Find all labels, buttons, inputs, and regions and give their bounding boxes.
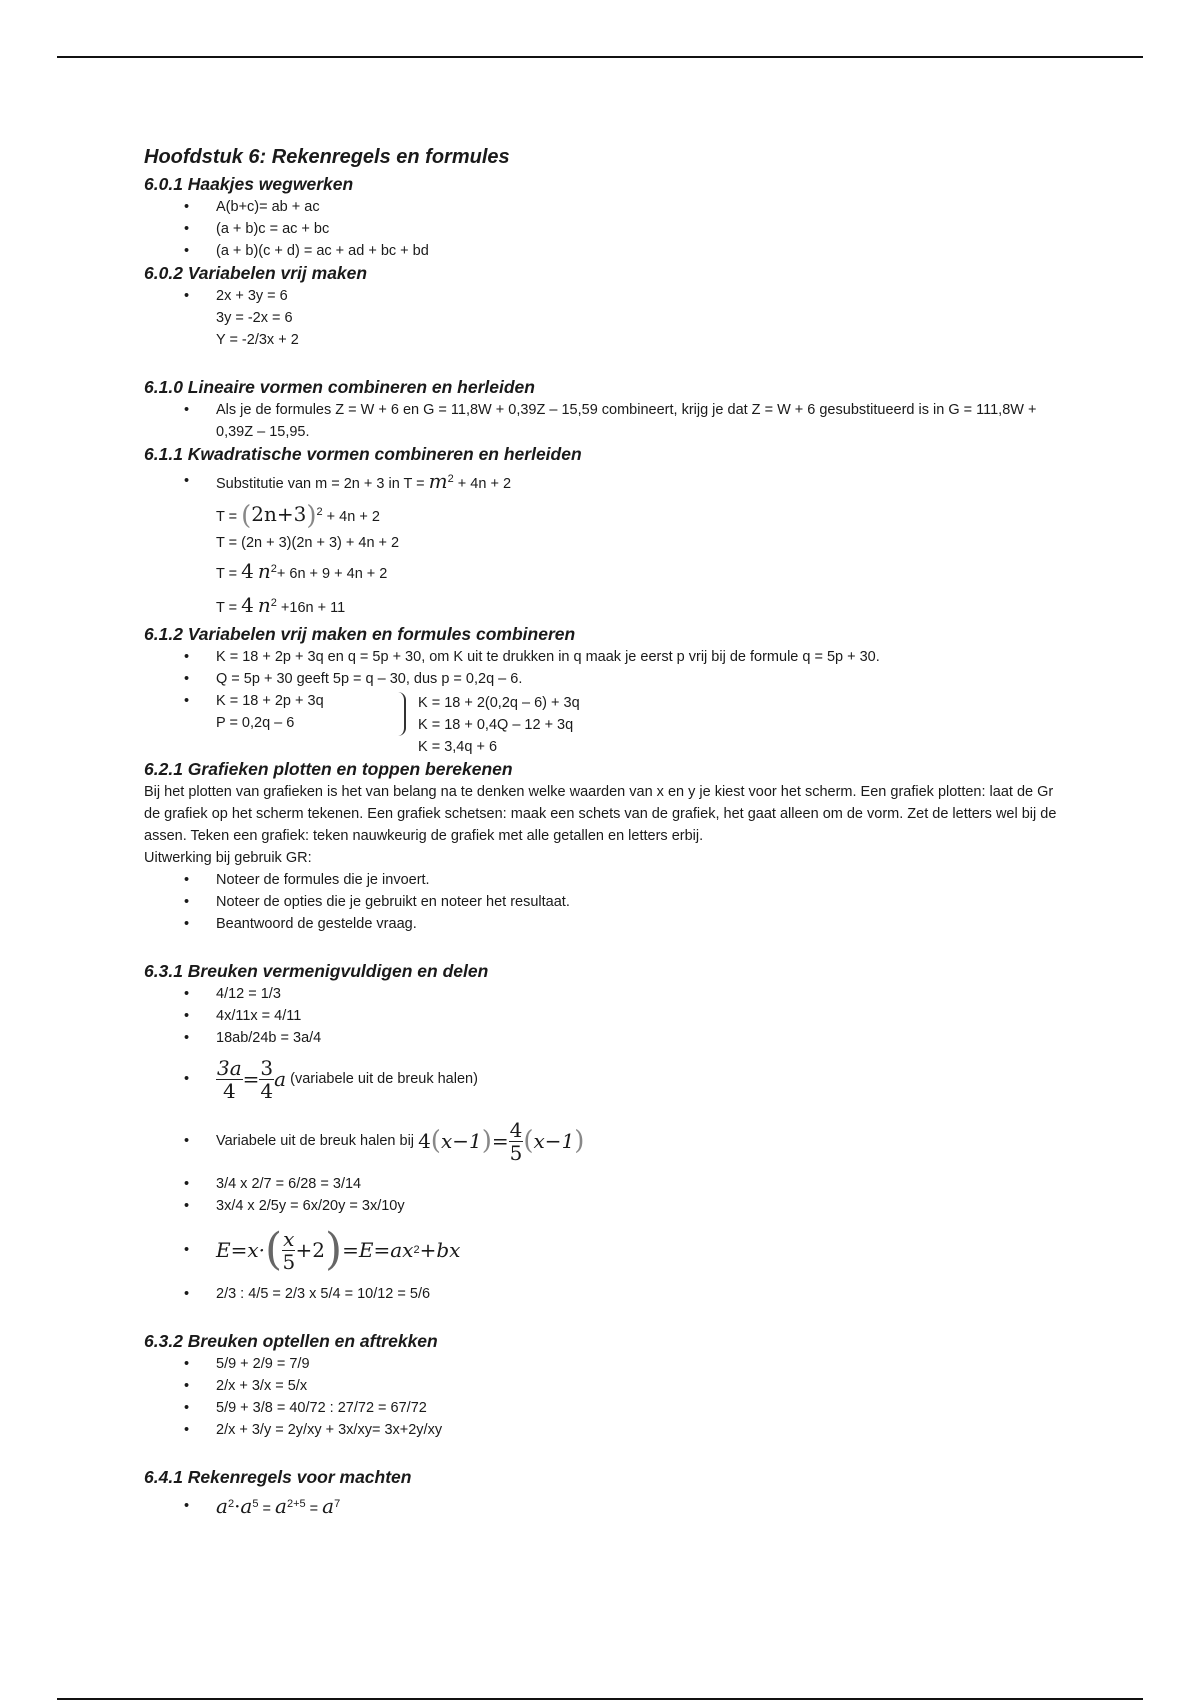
list-item: • 4x/11x = 4/11 [184,1008,302,1025]
system-right: K = 18 + 2(0,2q – 6) + 3q K = 18 + 0,4Q – 12 + 3q K = 3,4q + 6 [418,695,580,756]
equation-line: $T = (2n+3)^2 + 4n + 2$ [216,500,380,531]
list-6-0-2 [144,285,1064,307]
list-item: • 2/x + 3/x = 5/x [184,1378,308,1395]
equation-line: Y = -2/3x + 2 [216,332,299,348]
paragraph: Bij het plotten van grafieken is het van belang na te denken welke waarden van x en y je kiest voor het scherm. Een grafiek plotten: laat de Gr de grafiek op het scherm tekenen. Een grafiek schetsen: maak een schets van de grafiek, het gaat alleen om de vorm. Zet de letters wel bij de assen. Teken een grafiek: teken nauwkeurig de grafiek met alle getallen en letters erbij. [144,784,1057,845]
list-item: • Noteer de formules die je invoert. [184,872,430,889]
list-item: • K = 18 + 2p + 3q en q = 5p + 30, om K uit te drukken in q maak je eerst p vrij bij de formule q = 5p + 30. [184,649,880,666]
heading-6-3-2: 6.3.2 Breuken optellen en aftrekken [144,1331,438,1352]
heading-6-0-1: 6.0.1 Haakjes wegwerken [144,174,354,194]
system-left: K = 18 + 2p + 3q P = 0,2q – 6 [216,693,324,732]
list-item: • Noteer de opties die je gebruikt en noteer het resultaat. [184,894,570,911]
list-6-3-1 [144,983,1064,1305]
equation-line: T = (2n + 3)(2n + 3) + 4n + 2 [216,534,400,551]
list-item: • $\frac{3a}{4}$ = $\frac{3}{4}$ a (variabele uit de breuk halen) [184,1055,478,1103]
list-item: • 18ab/24b = 3a/4 [184,1030,322,1047]
list-6-3-2 [144,1353,1064,1441]
list-item: • 2/x + 3/y = 2y/xy + 3x/xy= 3x+2y/xy [184,1422,443,1439]
paragraph-intro: Uitwerking bij gebruik GR: [144,850,312,867]
list-item: • Als je de formules Z = W + 6 en G = 11,8W + 0,39Z – 15,59 combineert, krijg je dat Z = W + 6 gesubstitueerd is in G = 111,8W + 0,39Z – 15,95. [184,402,1037,440]
list-item: • $a^2\cdot a^5 = a^{2+5} = a^7$ [184,1494,341,1519]
fraction: $\frac{3a}{4}$ [217,1055,242,1103]
list-6-2-1 [144,869,1064,935]
heading-6-4-1: 6.4.1 Rekenregels voor machten [144,1467,412,1488]
list-item: • 2x + 3y = 6 [184,288,288,304]
heading-6-2-1: 6.2.1 Grafieken plotten en toppen berekenen [144,759,513,780]
heading-6-1-0: 6.1.0 Lineaire vormen combineren en herleiden [144,377,535,397]
document-body [144,144,1064,1524]
substitution-block [216,690,1064,758]
equation-line: T = 4 $n^2 +16n + 11$ [216,593,346,618]
list-item: • 4/12 = 1/3 [184,986,281,1003]
list-item: • K = 18 + 2p + 3q P = 0,2q – 6 K = 18 + 2(0,2q – 6) + 3q K = 18 + 0,4Q – 12 + 3q K = 3,4q + 6 [144,690,1064,758]
list-6-1-2 [144,646,1064,758]
heading-6-0-2: 6.0.2 Variabelen vrij maken [144,263,368,283]
equation-line: 3y = -2x = 6 [216,310,293,326]
list-6-0-1 [144,196,1064,262]
list-item: • Beantwoord de gestelde vraag. [184,916,417,933]
list-item: • 5/9 + 3/8 = 40/72 : 27/72 = 67/72 [184,1400,427,1417]
list-6-1-1 [144,466,1064,497]
page-title: Hoofdstuk 6: Rekenregels en formules [144,146,510,168]
list-item: • Q = 5p + 30 geeft 5p = q – 30, dus p = 0,2q – 6. [184,671,523,688]
fraction: $\frac{x}{5}$ [282,1226,296,1274]
fraction: $\frac{3}{4}$ [260,1055,274,1103]
list-item: • Substitutie van m = 2n + 3 in $T = m^2 + 4n + 2$ [184,468,512,493]
list-item: • (a + b)c = ac + bc [184,221,330,237]
fraction: $\frac{4}{5}$ [509,1117,523,1165]
list-item: • 3/4 x 2/7 = 6/28 = 3/14 [184,1176,362,1193]
list-item: • 2/3 : 4/5 = 2/3 x 5/4 = 10/12 = 5/6 [184,1286,431,1303]
heading-6-3-1: 6.3.1 Breuken vermenigvuldigen en delen [144,961,489,982]
brace-icon [386,692,406,736]
top-rule [57,56,1143,58]
list-item: • (a + b)(c + d) = ac + ad + bc + bd [184,243,429,259]
list-6-1-0 [144,399,1064,443]
heading-6-1-2: 6.1.2 Variabelen vrij maken en formules combineren [144,624,576,645]
list-item: • 3x/4 x 2/5y = 6x/20y = 3x/10y [184,1198,405,1215]
list-item: • A(b+c)= ab + ac [184,199,320,215]
list-item: • Variabele uit de breuk halen bij 4 ( x−1 ) = $\frac{4}{5}$ ( x−1 ) [184,1117,585,1165]
equation-line: T = 4 $n^2+ 6n + 9 + 4n + 2$ [216,558,388,583]
list-item: • E=x· ( $\frac{x}{5}$ +2 ) =E=ax 2 +bx [184,1224,461,1276]
list-item: • 5/9 + 2/9 = 7/9 [184,1356,310,1373]
heading-6-1-1: 6.1.1 Kwadratische vormen combineren en herleiden [144,444,582,464]
list-6-4-1 [144,1489,1064,1524]
